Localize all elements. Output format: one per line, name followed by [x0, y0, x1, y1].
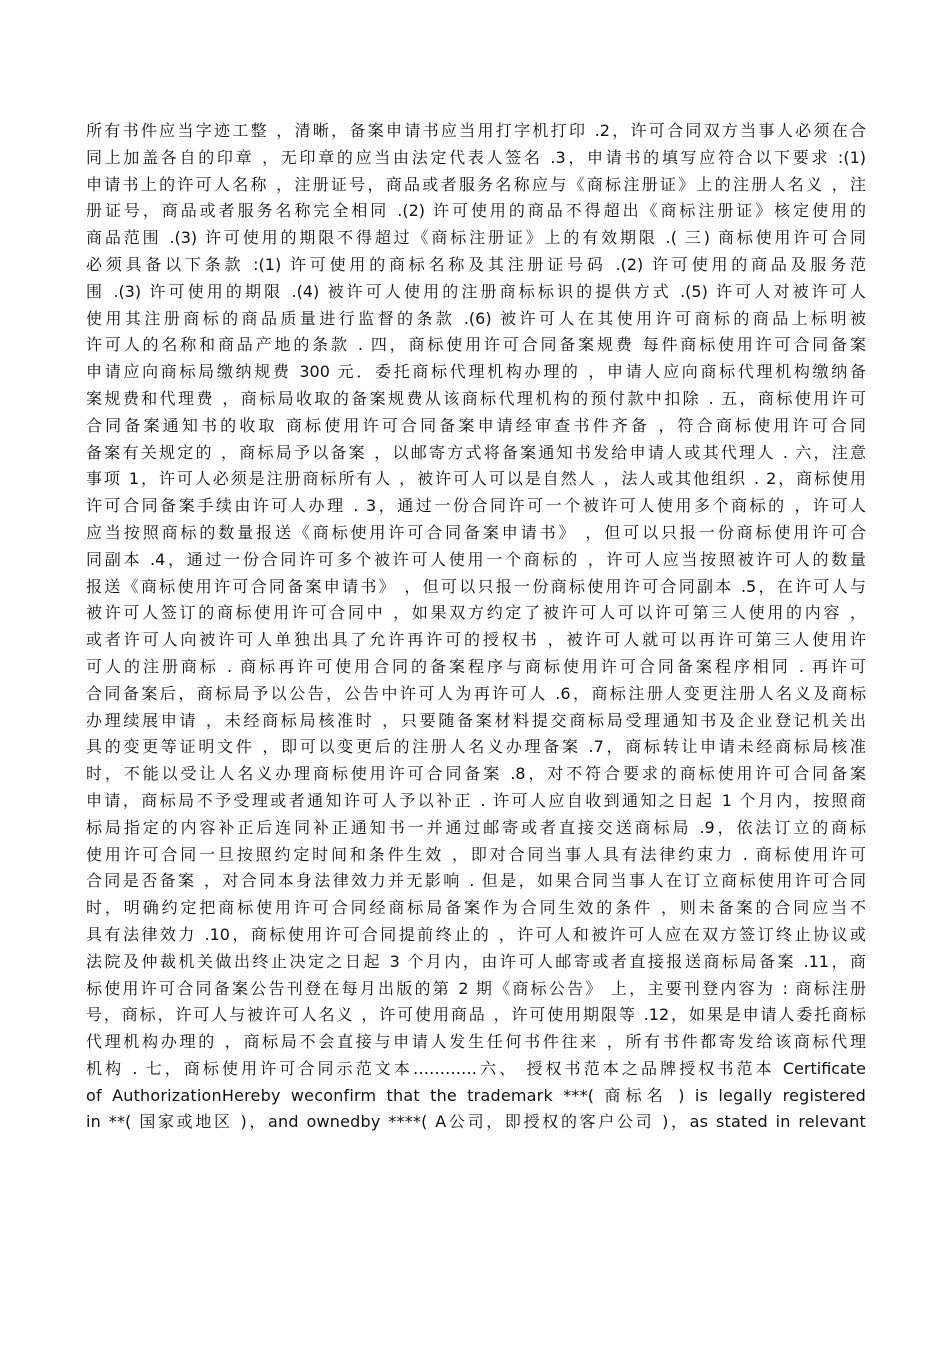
text-line: 使用许可合同一旦按照约定时间和条件生效 ，即对合同当事人具有法律约束力 . 商标使用许可 [86, 844, 866, 864]
text-line: 申请，商标局不予受理或者通知许可人予以补正 . 许可人应自收到通知之日起 1 个月内，按照商 [86, 790, 866, 810]
text-line: 申请应向商标局缴纳规费 300 元．委托商标代理机构办理的 ，申请人应向商标代理机构缴纳备 [86, 362, 866, 382]
text-line: 时，不能以受让人名义办理商标使用许可合同备案 .8，对不符合要求的商标使用许可合同备案 [86, 764, 866, 784]
text-line: 许可合同备案手续由许可人办理 . 3，通过一份合同许可一个被许可人使用多个商标的 ，许可人 [86, 496, 866, 516]
text-line: 被许可人签订的商标使用许可合同中 ，如果双方约定了被许可人可以许可第三人使用的内容 ， [86, 603, 866, 623]
text-line: 报送《商标使用许可合同备案申请书》 ，但可以只报一份商标使用许可合同副本 .5，在许可人与 [86, 576, 866, 596]
text-line: 或者许可人向被许可人单独出具了允许再许可的授权书 ，被许可人就可以再许可第三人使用许 [86, 630, 866, 650]
body-text [86, 118, 866, 1136]
text-line: 代理机构办理的 ，商标局不会直接与申请人发生任何书件往来 ，所有书件都寄发给该商标代理 [86, 1032, 866, 1052]
text-line: 应当按照商标的数量报送《商标使用许可合同备案申请书》 ，但可以只报一份商标使用许可合 [86, 522, 866, 542]
text-line: 申请书上的许可人名称 ，注册证号，商品或者服务名称应与《商标注册证》上的注册人名义 ，注 [86, 174, 866, 194]
text-line: 号，商标，许可人与被许可人名义 ，许可使用商品 ，许可使用期限等 .12，如果是申请人委托商标 [86, 1005, 866, 1025]
text-line: 案规费和代理费 ，商标局收取的备案规费从该商标代理机构的预付款中扣除 . 五，商标使用许可 [86, 388, 866, 408]
text-line: 具的变更等证明文件 ，即可以变更后的注册人名义办理备案 .7，商标转让申请未经商标局核准 [86, 737, 866, 757]
text-line: of AuthorizationHereby weconfirm that the trademark ***( 商标名 ) is legally registered [86, 1085, 866, 1105]
text-line: 可人的注册商标 . 商标再许可使用合同的备案程序与商标使用许可合同备案程序相同 . 再许可 [86, 656, 866, 676]
text-line: 同上加盖各自的印章 ，无印章的应当由法定代表人签名 .3，申请书的填写应符合以下要求 :(1) [86, 147, 866, 167]
text-line: 时，明确约定把商标使用许可合同经商标局备案作为合同生效的条件 ，则未备案的合同应当不 [86, 898, 866, 918]
text-line: 标使用许可合同备案公告刊登在每月出版的第 2 期《商标公告》 上，主要刊登内容为 : 商标注册 [86, 978, 866, 998]
text-line: 围 .(3) 许可使用的期限 .(4) 被许可人使用的注册商标标识的提供方式 .(5) 许可人对被许可人 [86, 281, 866, 301]
text-line: 标局指定的内容补正后连同补正通知书一并通过邮寄或者直接交送商标局 .9，依法订立的商标 [86, 817, 866, 837]
text-line: 备案有关规定的 ，商标局予以备案 ，以邮寄方式将备案通知书发给申请人或其代理人 . 六，注意 [86, 442, 866, 462]
text-line: 所有书件应当字迹工整 ，清晰，备案申请书应当用打字机打印 .2，许可合同双方当事人必须在合 [86, 121, 866, 140]
text-line: 册证号，商品或者服务名称完全相同 .(2) 许可使用的商品不得超出《商标注册证》核定使用的 [86, 201, 866, 221]
text-line: 商品范围 .(3) 许可使用的期限不得超过《商标注册证》上的有效期限 .( 三) 商标使用许可合同 [86, 228, 866, 248]
text-line: 许可人的名称和商品产地的条款 . 四，商标使用许可合同备案规费 每件商标使用许可合同备案 [86, 335, 866, 355]
text-line: 办理续展申请 ，未经商标局核准时 ，只要随备案材料提交商标局受理通知书及企业登记机关出 [86, 710, 866, 730]
text-line: 必须具备以下条款 :(1) 许可使用的商标名称及其注册证号码 .(2) 许可使用的商品及服务范 [86, 254, 866, 274]
text-line: 机构 . 七，商标使用许可合同示范文本…………六、 授权书范本之品牌授权书范本 Certificate [86, 1058, 866, 1078]
text-line: 合同备案通知书的收取 商标使用许可合同备案申请经审查书件齐备 ，符合商标使用许可合同 [86, 415, 866, 435]
text-line: 同副本 .4，通过一份合同许可多个被许可人使用一个商标的 ，许可人应当按照被许可人的数量 [86, 549, 866, 569]
text-line: 事项 1，许可人必须是注册商标所有人 ，被许可人可以是自然人 ，法人或其他组织 . 2，商标使用 [86, 469, 866, 489]
text-line: in **( 国家或地区 )，and ownedby ****( A公司，即授权的客户公司 )，as stated in relevant [86, 1112, 866, 1132]
text-line: 法院及仲裁机关做出终止决定之日起 3 个月内，由许可人邮寄或者直接报送商标局备案 .11，商 [86, 951, 866, 971]
text-line: 合同备案后，商标局予以公告，公告中许可人为再许可人 .6，商标注册人变更注册人名义及商标 [86, 683, 866, 703]
text-line: 使用其注册商标的商品质量进行监督的条款 .(6) 被许可人在其使用许可商标的商品上标明被 [86, 308, 866, 328]
text-line: 具有法律效力 .10，商标使用许可合同提前终止的 ，许可人和被许可人应在双方签订终止协议或 [86, 924, 866, 944]
text-line: 合同是否备案 ，对合同本身法律效力并无影响 . 但是，如果合同当事人在订立商标使用许可合同 [86, 871, 866, 891]
